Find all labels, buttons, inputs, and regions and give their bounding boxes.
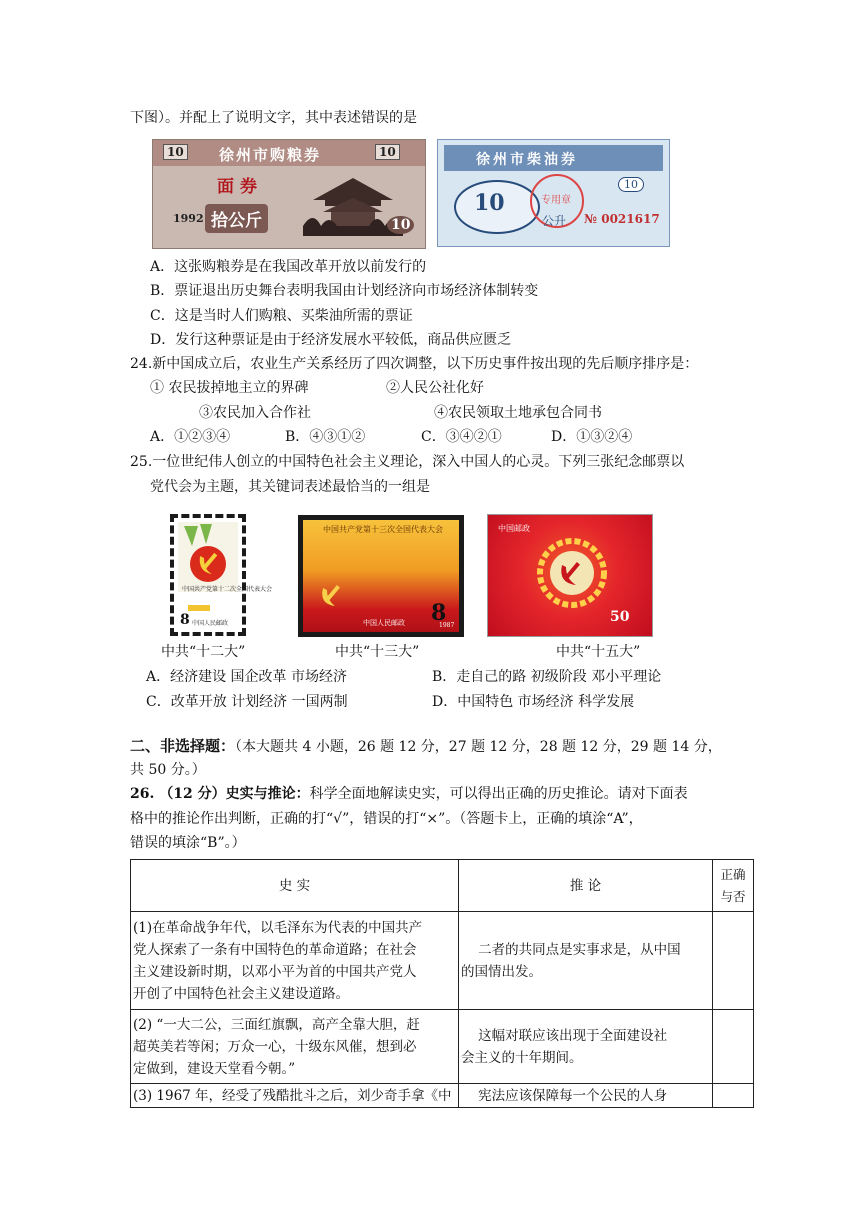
table-row xyxy=(131,912,754,1010)
stamp3-value: 50 xyxy=(610,609,630,625)
grain-coupon-amount: 拾公斤 xyxy=(205,204,268,233)
q25-option-a: A．经济建设 国企改革 市场经济 xyxy=(146,669,348,685)
inference-line: 的国情出发。 xyxy=(461,963,542,980)
header-fact: 史 实 xyxy=(131,860,459,912)
grain-coupon-title: 徐州市购粮券 xyxy=(219,146,322,164)
table-row xyxy=(131,1084,754,1108)
section2-heading-line xyxy=(130,736,722,757)
stamp2-caption: 中共“十三大” xyxy=(335,644,420,660)
q24-event-2: ②人民公社化好 xyxy=(386,380,484,396)
header-judge-line2: 与否 xyxy=(720,888,746,904)
hammer-sickle-icon xyxy=(317,580,347,610)
grain-coupon-face-right: 10 xyxy=(375,144,400,160)
q25-stem-line2: 党代会为主题，其关键词表述最恰当的一组是 xyxy=(150,479,430,495)
stamp-twelfth-congress xyxy=(170,514,273,636)
judge-cell[interactable] xyxy=(713,1010,754,1084)
diesel-coupon-circle-value: 10 xyxy=(618,177,644,192)
q24-event-3: ③农民加入合作社 xyxy=(199,405,311,421)
fact-line: 定做到，建设天堂看今朝。” xyxy=(133,1060,296,1077)
fact-cell xyxy=(131,1084,459,1108)
q24-event-1: ① 农民拔掉地主立的界碑 xyxy=(150,380,309,396)
q25-option-d: D．中国特色 市场经济 科学发展 xyxy=(432,694,635,710)
stamp1-caption: 中共“十二大” xyxy=(161,644,246,660)
hammer-sickle-icon xyxy=(178,522,238,592)
judge-cell[interactable] xyxy=(713,1084,754,1108)
q25-option-b: B．走自己的路 初级阶段 邓小平理论 xyxy=(432,669,662,685)
stamp2-issuer: 中国人民邮政 xyxy=(363,619,405,627)
q24-event-4: ④农民领取土地承包合同书 xyxy=(434,405,602,421)
judge-cell[interactable] xyxy=(713,912,754,1010)
table-row xyxy=(131,1010,754,1084)
q24-option-d: D．①③②④ xyxy=(551,429,633,445)
hammer-sickle-icon xyxy=(536,537,608,609)
inference-line: 会主义的十年期间。 xyxy=(461,1049,583,1066)
q24-option-a: A．①②③④ xyxy=(150,429,231,445)
inference-cell xyxy=(459,1010,713,1084)
stamp2-value: 8 xyxy=(431,600,447,626)
fact-inference-table xyxy=(130,859,754,1108)
q25-option-c: C．改革开放 计划经济 一国两制 xyxy=(146,694,348,710)
fact-line: 党人探索了一条有中国特色的革命道路；在社会 xyxy=(133,941,417,958)
diesel-coupon-oval-value: 10 xyxy=(474,190,505,216)
inference-line: 这幅对联应该出现于全面建设社 xyxy=(461,1027,668,1044)
section2-desc-1: （本大题共 4 小题，26 题 12 分，27 题 12 分，28 题 12 分，29 题 14 分， xyxy=(235,739,722,755)
header-judge-line1: 正确 xyxy=(720,866,746,882)
section2-heading: 二、非选择题： xyxy=(130,737,236,755)
q23-option-d: D．发行这种票证是由于经济发展水平较低，商品供应匮乏 xyxy=(150,332,512,348)
stamp2-year: 1987 xyxy=(439,622,455,629)
q26-line1: 科学全面地解读史实，可以得出正确的历史推论。请对下面表 xyxy=(309,786,688,802)
q24-stem: 24.新中国成立后，农业生产关系经历了四次调整，以下历史事件按出现的先后顺序排序是： xyxy=(130,356,699,372)
grain-coupon-corner: 10 xyxy=(387,216,414,234)
q23-option-b: B．票证退出历史舞台表明我国由计划经济向市场经济体制转变 xyxy=(150,283,539,299)
inference-line: 二者的共同点是实事求是，从中国 xyxy=(461,941,681,958)
inference-line: 宪法应该保障每一个公民的人身 xyxy=(461,1087,668,1104)
q25-stem-line1: 25.一位世纪伟人创立的中国特色社会主义理论，深入中国人的心灵。下列三张纪念邮票以 xyxy=(130,454,685,470)
diesel-coupon-seal: 专用章 xyxy=(541,195,571,206)
q23-option-a: A．这张购粮券是在我国改革开放以前发行的 xyxy=(150,259,427,275)
grain-coupon-face-left: 10 xyxy=(163,144,188,160)
header-judge xyxy=(713,860,754,912)
q26-label: 26. （12 分）史实与推论： xyxy=(130,786,310,802)
fact-line: (2) “一大二公，三面红旗飘，高产全靠大胆，赶 xyxy=(133,1016,420,1033)
q26-line2: 格中的推论作出判断，正确的打“√”，错误的打“×”。（答题卡上，正确的填涂“A”， xyxy=(130,811,643,827)
q24-option-c: C．③④②① xyxy=(421,429,502,445)
section2-desc-2: 共 50 分。） xyxy=(130,762,206,778)
fact-cell xyxy=(131,1010,459,1084)
stamp3-caption: 中共“十五大” xyxy=(556,644,641,660)
stamp1-decor xyxy=(188,605,210,611)
header-inference: 推 论 xyxy=(459,860,713,912)
q26-line3: 错误的填涂“B”。） xyxy=(130,835,246,851)
inference-cell xyxy=(459,1084,713,1108)
stamp1-issuer: 中国人民邮政 xyxy=(192,620,229,627)
grain-coupon-image xyxy=(152,139,426,249)
diesel-coupon-unit: 公升 xyxy=(542,214,567,228)
fact-line: (1)在革命战争年代，以毛泽东为代表的中国共产 xyxy=(133,919,423,936)
stamp2-title: 中国共产党第十三次全国代表大会 xyxy=(323,525,443,534)
fact-line: 主义建设新时期，以邓小平为首的中国共产党人 xyxy=(133,963,417,980)
intro-text: 下图）。并配上了说明文字，其中表述错误的是 xyxy=(130,110,417,126)
diesel-coupon-title: 徐州市柴油券 xyxy=(476,152,578,168)
q24-option-b: B．④③①② xyxy=(285,429,366,445)
fact-line: (3) 1967 年，经受了残酷批斗之后，刘少奇手拿《中 xyxy=(133,1087,452,1104)
diesel-coupon-serial: № 0021617 xyxy=(584,212,660,226)
stamp3-issuer: 中国邮政 xyxy=(498,524,530,533)
grain-coupon-mian: 面券 xyxy=(217,177,263,197)
q23-option-c: C．这是当时人们购粮、买柴油所需的票证 xyxy=(150,308,413,324)
stamp1-value: 8 xyxy=(180,612,190,628)
table-header-row xyxy=(131,860,754,912)
fact-line: 超英美若等闲；万众一心，十级东风催，想到必 xyxy=(133,1038,417,1055)
diesel-coupon-image xyxy=(437,139,670,247)
stamp1-text: 中国共产党第十二次全国代表大会 xyxy=(182,586,273,593)
q26-intro-line1 xyxy=(130,784,688,804)
inference-cell xyxy=(459,912,713,1010)
stamp-thirteenth-congress xyxy=(298,515,464,637)
fact-cell xyxy=(131,912,459,1010)
fact-line: 开创了中国特色社会主义建设道路。 xyxy=(133,985,349,1002)
stamp-fifteenth-congress xyxy=(487,514,653,637)
grain-coupon-year: 1992 xyxy=(173,212,204,225)
